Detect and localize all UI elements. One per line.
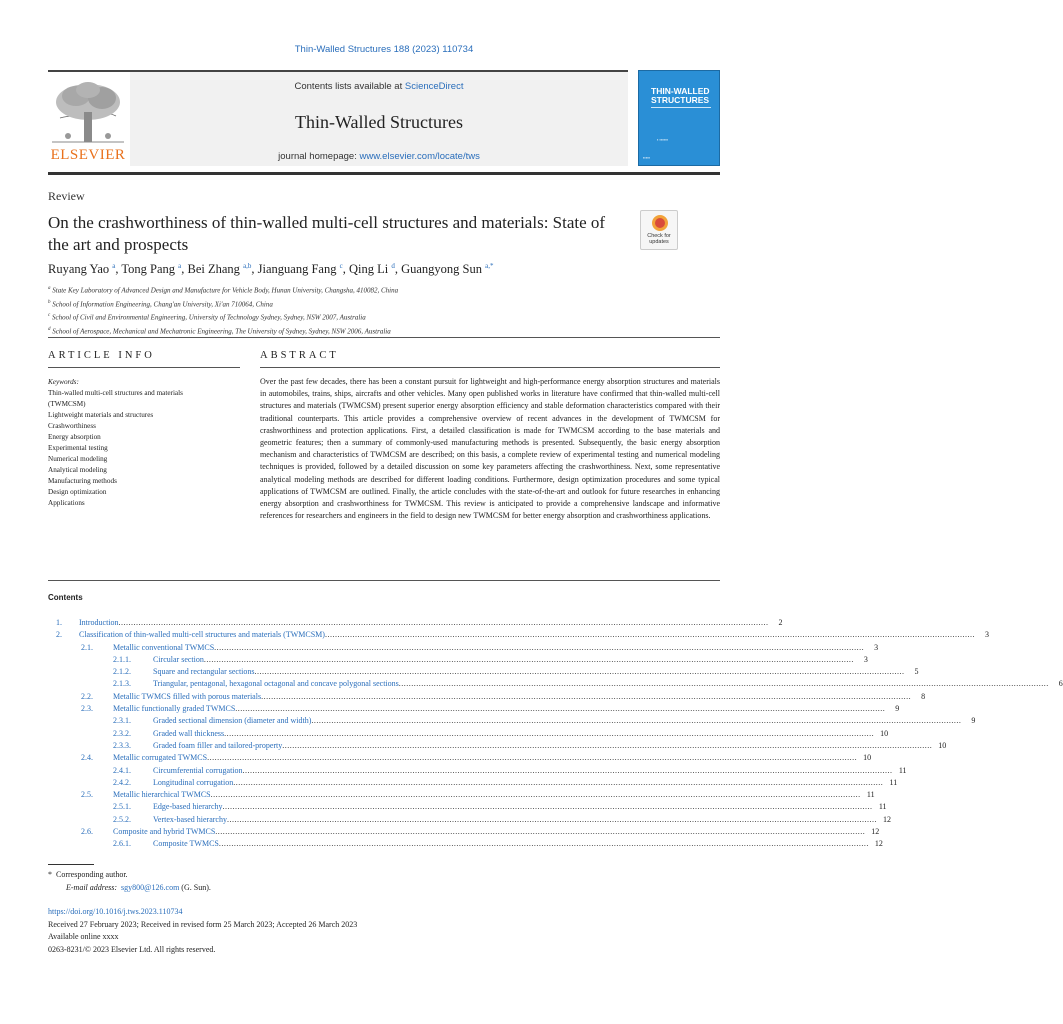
toc-leader-dots: .................................................................................................................................................................................................................................................................... [254, 667, 905, 677]
toc-leader-dots: .................................................................................................................................................................................................................................................................... [118, 618, 769, 627]
toc-entry-body [153, 801, 887, 813]
journal-info-box [130, 72, 628, 166]
toc-entry-title[interactable]: Graded sectional dimension (diameter and width) [153, 716, 312, 726]
toc-entry-body [113, 826, 880, 838]
toc-entry-page: 9 [971, 716, 976, 726]
toc-leader-dots: .................................................................................................................................................................................................................................................................... [235, 704, 886, 714]
cover-bottom-text: ▪▪▪▪▪ [643, 155, 651, 160]
toc-leader-dots: .................................................................................................................................................................................................................................................................... [222, 802, 873, 812]
toc-entry-page: 12 [874, 839, 883, 849]
toc-entry-title[interactable]: Composite TWMCS [153, 839, 219, 849]
crossmark-label [641, 233, 677, 245]
footnote [48, 868, 211, 894]
toc-entry-title[interactable]: Metallic hierarchical TWMCS [113, 790, 211, 800]
article-info-heading: ARTICLE INFO [48, 350, 155, 361]
toc-entry[interactable] [48, 703, 900, 715]
table-of-contents [48, 617, 1063, 851]
affiliation-sup: d [48, 326, 51, 332]
toc-leader-dots: .................................................................................................................................................................................................................................................................... [261, 691, 912, 701]
crossmark-label-line2: updates [649, 239, 669, 245]
doi-link[interactable]: https://doi.org/10.1016/j.tws.2023.110734 [48, 907, 183, 916]
keyword: Analytical modeling [48, 466, 107, 474]
toc-entry[interactable] [48, 752, 872, 764]
copyright: 0263-8231/© 2023 Elsevier Ltd. All rights reserved. [48, 944, 216, 954]
toc-entry-number[interactable]: 2.3.2. [113, 728, 131, 738]
contents-availability [130, 81, 628, 92]
toc-entry-body [153, 678, 1063, 690]
toc-entry-body [113, 691, 926, 703]
toc-entry-body [153, 777, 898, 789]
cover-small-text: ▪ ▪▪▪▪▪▪ [657, 137, 669, 142]
elsevier-wordmark: ELSEVIER [50, 147, 126, 163]
email-label: E-mail address: [66, 883, 118, 892]
toc-entry-title[interactable]: Classification of thin-walled multi-cell structures and materials (TWMCSM) [79, 630, 325, 640]
toc-leader-dots: .................................................................................................................................................................................................................................................................... [224, 728, 875, 738]
toc-entry-page: 2 [778, 618, 783, 627]
toc-entry-page: 10 [938, 740, 947, 750]
toc-leader-dots: .................................................................................................................................................................................................................................................................... [214, 642, 865, 652]
keyword: Lightweight materials and structures [48, 411, 154, 419]
toc-entry-number[interactable]: 2.5. [81, 790, 93, 800]
journal-homepage [130, 151, 628, 162]
toc-entry-page: 6 [1058, 679, 1063, 689]
toc-leader-dots: .................................................................................................................................................................................................................................................................... [282, 740, 933, 750]
available-online: Available online xxxx [48, 932, 119, 941]
corresponding-author-note [48, 868, 211, 881]
toc-entry-body [113, 752, 872, 764]
toc-entry[interactable] [48, 740, 947, 752]
toc-entry[interactable] [48, 789, 875, 801]
cover-title-line2: STRUCTURES [651, 95, 710, 105]
toc-entry-number[interactable]: 2.3.3. [113, 740, 131, 750]
toc-entry[interactable] [48, 666, 919, 678]
toc-entry-body [113, 703, 900, 715]
toc-entry-body [153, 765, 907, 777]
email-line [48, 881, 211, 894]
affiliation-text: School of Information Engineering, Chang'an University, Xi'an 710064, China [52, 299, 273, 308]
toc-entry-body [153, 715, 976, 727]
toc-entry-page: 5 [914, 667, 919, 677]
toc-entry-body [113, 789, 875, 801]
crossmark-badge[interactable] [640, 210, 678, 250]
author-affil-sup[interactable]: d [391, 262, 395, 270]
toc-entry-page: 11 [898, 765, 907, 775]
affiliation-sup: b [48, 299, 51, 305]
toc-leader-dots: .................................................................................................................................................................................................................................................................... [398, 679, 1049, 689]
toc-entry-page: 12 [871, 827, 880, 837]
toc-leader-dots: .................................................................................................................................................................................................................................................................... [215, 827, 866, 837]
author[interactable]: Tong Pang [121, 262, 176, 277]
toc-entry-title[interactable]: Circular section [153, 654, 204, 664]
affiliation-text: State Key Laboratory of Advanced Design and Manufacture for Vehicle Body, Hunan University, Changsha, 410082, China [52, 286, 399, 295]
toc-entry-page: 12 [882, 814, 891, 824]
toc-entry-title[interactable]: Metallic corrugated TWMCS [113, 753, 208, 763]
author[interactable]: Qing Li [348, 262, 389, 277]
toc-entry-number[interactable]: 2.1.2. [113, 667, 131, 677]
abstract-rule [260, 367, 720, 368]
email-link[interactable]: sgy800@126.com [121, 883, 180, 892]
toc-entry-body [153, 728, 889, 740]
toc-entry[interactable] [48, 801, 887, 813]
toc-entry-number[interactable]: 2.1.1. [113, 654, 131, 664]
abstract-text: Over the past few decades, there has been a constant pursuit for lightweight and high-performance energy absorption structures and materials in automobiles, trains, ships, aircrafts and other vehicles. Many open published works in literature have confirmed that thin-walled multi-cell structures and materials (TWMCSM) present superior energy absorption efficiency and stable deformation characteristics compared with their traditional counterparts. This article provides a comprehensive overview of recent advances in the development of TWMCSM for crashworthiness and protection applications. First, a detailed classification is made for TWMCSM according to the base materials and geometric features; then a summary of commonly-used manufacturing methods is presented. Subsequently, the basic energy absorption mechanism and characteristics of TWMCSM are described; on this basis, a complete review of experimental testing and numerical modeling techniques is provided, followed by a detailed discussion on some key parameters affecting the crashworthiness. Next, some representative analytical modeling methods are described for different loading conditions. Furthermore, design optimization procedures and some typical applications of TWMCSM are outlined. Finally, the article concludes with the state-of-the-art and outlook for future researches in enhancing energy absorption and crashworthiness for TWMCSM. This review is anticipated to provide a comprehensive landscape and informative references for researchers and engineers in the field to design new TWMCSM for better energy absorption and crashworthiness applications. [260, 377, 720, 521]
toc-entry[interactable] [48, 715, 976, 727]
affiliation [48, 297, 398, 311]
toc-entry-title[interactable]: Longitudinal corrugation [153, 777, 234, 787]
toc-entry-page: 8 [921, 691, 926, 701]
publication-details [48, 906, 357, 956]
affiliation [48, 324, 398, 338]
email-suffix: (G. Sun). [179, 883, 211, 892]
author-affil-sup[interactable]: a [112, 262, 116, 270]
masthead-bottom-rule [48, 172, 720, 175]
article-info-rule [48, 367, 240, 368]
toc-leader-dots: .................................................................................................................................................................................................................................................................... [324, 630, 975, 640]
toc-entry-title[interactable]: Metallic conventional TWMCS [113, 642, 215, 652]
author-affil-sup[interactable]: a,* [485, 262, 494, 270]
corresponding-author-label: Corresponding author. [56, 870, 128, 879]
author[interactable]: Jianguang Fang [257, 262, 337, 277]
toc-entry[interactable] [48, 777, 898, 789]
affiliation [48, 283, 398, 297]
journal-citation[interactable]: Thin-Walled Structures 188 (2023) 110734 [294, 44, 474, 55]
author-list: Ruyang Yao $^a$, Tong Pang $^a$, Bei Zhang $^{a,b}$, Jianguang Fang $^c$, Qing Li $^d$, Guangyong Sun $^{a,*}$ [48, 262, 494, 277]
toc-leader-dots: .................................................................................................................................................................................................................................................................... [218, 839, 869, 849]
toc-entry[interactable] [48, 691, 926, 703]
toc-entry[interactable] [48, 678, 1063, 690]
keyword: Crashworthiness [48, 422, 96, 430]
toc-entry-body [153, 654, 868, 666]
affiliation [48, 310, 398, 324]
toc-entry-page: 9 [895, 704, 900, 714]
toc-entry[interactable] [48, 814, 891, 826]
affiliation-sup: c [48, 313, 51, 319]
contents-prefix: Contents lists available at [294, 81, 405, 92]
toc-entry-number[interactable]: 2.4.2. [113, 777, 131, 787]
toc-entry-page: 11 [878, 802, 887, 812]
toc-entry-title[interactable]: Introduction [79, 618, 119, 627]
toc-entry-number[interactable]: 1. [56, 618, 62, 627]
toc-entry-title[interactable]: Graded wall thickness [153, 728, 225, 738]
toc-entry-body [153, 838, 883, 850]
affiliation-text: School of Civil and Environmental Engineering, University of Technology Sydney, Sydney, NSW 2007, Australia [51, 313, 366, 322]
keyword: Thin-walled multi-cell structures and materials [48, 389, 183, 397]
received-dates: Received 27 February 2023; Received in revised form 25 March 2023; Accepted 26 March 2023 [48, 919, 358, 929]
toc-entry-body [153, 740, 947, 752]
toc-entry-number[interactable]: 2.6.1. [113, 839, 131, 849]
author[interactable]: Bei Zhang [187, 262, 240, 277]
toc-entry-number[interactable]: 2.6. [81, 827, 93, 837]
toc-entry-page: 11 [889, 777, 898, 787]
toc-entry-page: 3 [984, 630, 989, 640]
toc-entry-body [79, 629, 989, 641]
toc-leader-dots: .................................................................................................................................................................................................................................................................... [233, 777, 884, 787]
author-affil-sup[interactable]: c [339, 262, 343, 270]
toc-entry-number[interactable]: 2.4.1. [113, 765, 131, 775]
elsevier-logo[interactable] [48, 78, 128, 164]
contents-heading: Contents [48, 593, 83, 602]
toc-entry[interactable] [48, 765, 907, 777]
cover-rule [651, 107, 711, 108]
homepage-prefix: journal homepage: [278, 151, 360, 162]
elsevier-tree-icon [48, 78, 128, 144]
homepage-link[interactable]: www.elsevier.com/locate/tws [359, 151, 480, 162]
toc-entry-number[interactable]: 2.3. [81, 704, 93, 714]
toc-entry-body [79, 617, 783, 629]
abstract-bottom-rule [48, 580, 720, 581]
toc-entry[interactable] [48, 728, 889, 740]
toc-entry[interactable] [48, 654, 868, 666]
toc-leader-dots: .................................................................................................................................................................................................................................................................... [203, 654, 854, 664]
toc-entry[interactable] [48, 642, 879, 654]
keyword: Applications [48, 499, 85, 507]
toc-entry-title[interactable]: Square and rectangular sections [153, 667, 255, 677]
journal-masthead [48, 70, 720, 166]
toc-entry[interactable] [48, 629, 989, 641]
toc-entry[interactable] [48, 826, 880, 838]
keyword: Experimental testing [48, 444, 108, 452]
toc-entry-number[interactable]: 2.2. [81, 691, 93, 701]
keyword: (TWMCSM) [48, 400, 86, 408]
cover-title [651, 87, 710, 105]
toc-entry-title[interactable]: Metallic TWMCS filled with porous materials [113, 691, 262, 701]
toc-entry-number[interactable]: 2.4. [81, 753, 93, 763]
journal-title: Thin-Walled Structures [294, 112, 463, 132]
toc-leader-dots: .................................................................................................................................................................................................................................................................... [226, 814, 877, 824]
author[interactable]: Guangyong Sun [401, 262, 482, 277]
crossmark-label-line1: Check for [647, 233, 671, 239]
keywords-list [48, 377, 238, 509]
toc-leader-dots: .................................................................................................................................................................................................................................................................... [242, 765, 893, 775]
toc-entry[interactable] [48, 838, 883, 850]
article-title: On the crashworthiness of thin-walled multi-cell structures and materials: State of the art and prospects [48, 213, 606, 254]
toc-entry-body [153, 666, 919, 678]
author-affil-sup[interactable]: a,b [243, 262, 252, 270]
toc-entry-title[interactable]: Edge-based hierarchy [153, 802, 223, 812]
keyword: Design optimization [48, 488, 107, 496]
toc-entry-title[interactable]: Circumferential corrugation [153, 765, 243, 775]
toc-leader-dots: .................................................................................................................................................................................................................................................................... [311, 716, 962, 726]
footnote-marker: * [48, 870, 52, 879]
affiliation-text: School of Aerospace, Mechanical and Mechatronic Engineering, The University of Sydney, Sydney, NSW 2006, Australia [52, 327, 391, 336]
keyword: Energy absorption [48, 433, 101, 441]
author-affil-sup[interactable]: a [178, 262, 182, 270]
toc-entry-number[interactable]: 2.1.3. [113, 679, 131, 689]
article-type: Review [48, 189, 85, 203]
toc-entry-page: 10 [863, 753, 872, 763]
toc-entry-title[interactable]: Metallic functionally graded TWMCS [113, 704, 236, 714]
toc-entry-title[interactable]: Composite and hybrid TWMCS [113, 827, 216, 837]
toc-entry-title[interactable]: Vertex-based hierarchy [153, 814, 227, 824]
toc-entry-page: 3 [863, 654, 868, 664]
journal-cover[interactable] [638, 70, 720, 166]
cover-title-line1: THIN-WALLED [651, 86, 710, 96]
keywords-label: Keywords: [48, 378, 79, 386]
toc-entry-number[interactable]: 2. [56, 630, 62, 640]
abstract-heading: ABSTRACT [260, 350, 339, 361]
toc-entry-body [153, 814, 891, 826]
crossmark-icon [652, 215, 668, 231]
toc-entry-page: 10 [880, 728, 889, 738]
author[interactable]: Ruyang Yao [48, 262, 110, 277]
toc-entry-number[interactable]: 2.5.1. [113, 802, 131, 812]
toc-entry[interactable] [48, 617, 783, 629]
toc-leader-dots: .................................................................................................................................................................................................................................................................... [210, 790, 861, 800]
keyword: Numerical modeling [48, 455, 108, 463]
toc-entry-number[interactable]: 2.3.1. [113, 716, 131, 726]
footnote-rule [48, 864, 94, 865]
toc-entry-page: 3 [874, 642, 879, 652]
toc-entry-title[interactable]: Triangular, pentagonal, hexagonal octagonal and concave polygonal sections [153, 679, 399, 689]
sciencedirect-link[interactable]: ScienceDirect [404, 81, 464, 92]
toc-entry-body [113, 642, 879, 654]
affiliations [48, 283, 398, 338]
toc-entry-title[interactable]: Graded foam filler and tailored-property [153, 740, 283, 750]
toc-entry-page: 11 [866, 790, 875, 800]
toc-leader-dots: .................................................................................................................................................................................................................................................................... [207, 753, 858, 763]
toc-entry-number[interactable]: 2.5.2. [113, 814, 131, 824]
affiliation-sup: a [48, 286, 51, 291]
keyword: Manufacturing methods [48, 477, 117, 485]
section-divider [48, 337, 720, 338]
toc-entry-number[interactable]: 2.1. [81, 642, 93, 652]
